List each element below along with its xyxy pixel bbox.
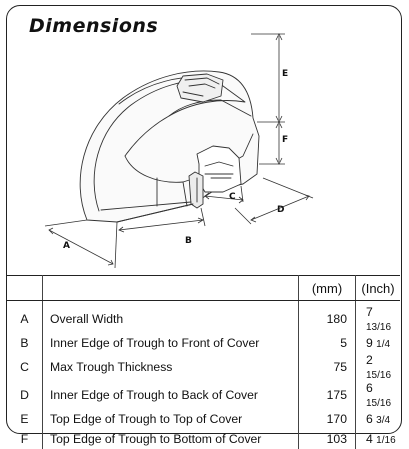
inch-whole: 6 [366, 412, 373, 426]
header-key [7, 276, 43, 301]
row-mm: 175 [299, 381, 356, 409]
inch-whole: 2 [366, 353, 373, 367]
header-inch: (Inch) [356, 276, 401, 301]
header-description [43, 276, 299, 301]
row-description: Overall Width [43, 301, 299, 334]
row-mm: 180 [299, 301, 356, 334]
label-f: F [282, 135, 289, 145]
inch-fraction: 1/4 [376, 339, 391, 350]
table-row [7, 429, 400, 449]
row-description: Inner Edge of Trough to Front of Cover [43, 333, 299, 353]
table-row [7, 333, 400, 353]
row-inch [356, 301, 401, 334]
table-row [7, 409, 400, 429]
table-row [7, 353, 400, 381]
dimensions-panel [6, 5, 402, 446]
label-d: D [277, 205, 285, 215]
table-row [7, 301, 400, 334]
row-description: Top Edge of Trough to Bottom of Cover [43, 429, 299, 449]
inch-fraction: 3/4 [376, 415, 391, 426]
inch-fraction: 1/16 [376, 435, 396, 446]
row-key: D [7, 381, 43, 409]
table-header-row [7, 276, 400, 301]
inch-fraction: 15/16 [366, 398, 392, 409]
row-inch [356, 409, 401, 429]
table-row [7, 381, 400, 409]
row-description: Top Edge of Trough to Top of Cover [43, 409, 299, 429]
row-key: F [7, 429, 43, 449]
row-inch [356, 381, 401, 409]
inch-fraction: 13/16 [366, 322, 392, 333]
row-mm: 75 [299, 353, 356, 381]
dimensions-table [7, 275, 400, 449]
row-mm: 5 [299, 333, 356, 353]
row-mm: 170 [299, 409, 356, 429]
row-description: Max Trough Thickness [43, 353, 299, 381]
row-description: Inner Edge of Trough to Back of Cover [43, 381, 299, 409]
row-key: A [7, 301, 43, 334]
label-e: E [282, 69, 289, 79]
row-inch [356, 429, 401, 449]
inch-whole: 9 [366, 336, 373, 350]
row-inch [356, 333, 401, 353]
cover-illustration [7, 6, 403, 274]
inch-whole: 6 [366, 381, 373, 395]
inch-whole: 7 [366, 305, 373, 319]
label-b: B [185, 236, 192, 246]
inch-fraction: 15/16 [366, 370, 392, 381]
header-mm: (mm) [299, 276, 356, 301]
row-inch [356, 353, 401, 381]
row-key: C [7, 353, 43, 381]
page-title: Dimensions [29, 15, 159, 37]
row-key: B [7, 333, 43, 353]
label-c: C [229, 192, 236, 202]
row-mm: 103 [299, 429, 356, 449]
inch-whole: 4 [366, 432, 373, 446]
row-key: E [7, 409, 43, 429]
label-a: A [63, 241, 70, 251]
